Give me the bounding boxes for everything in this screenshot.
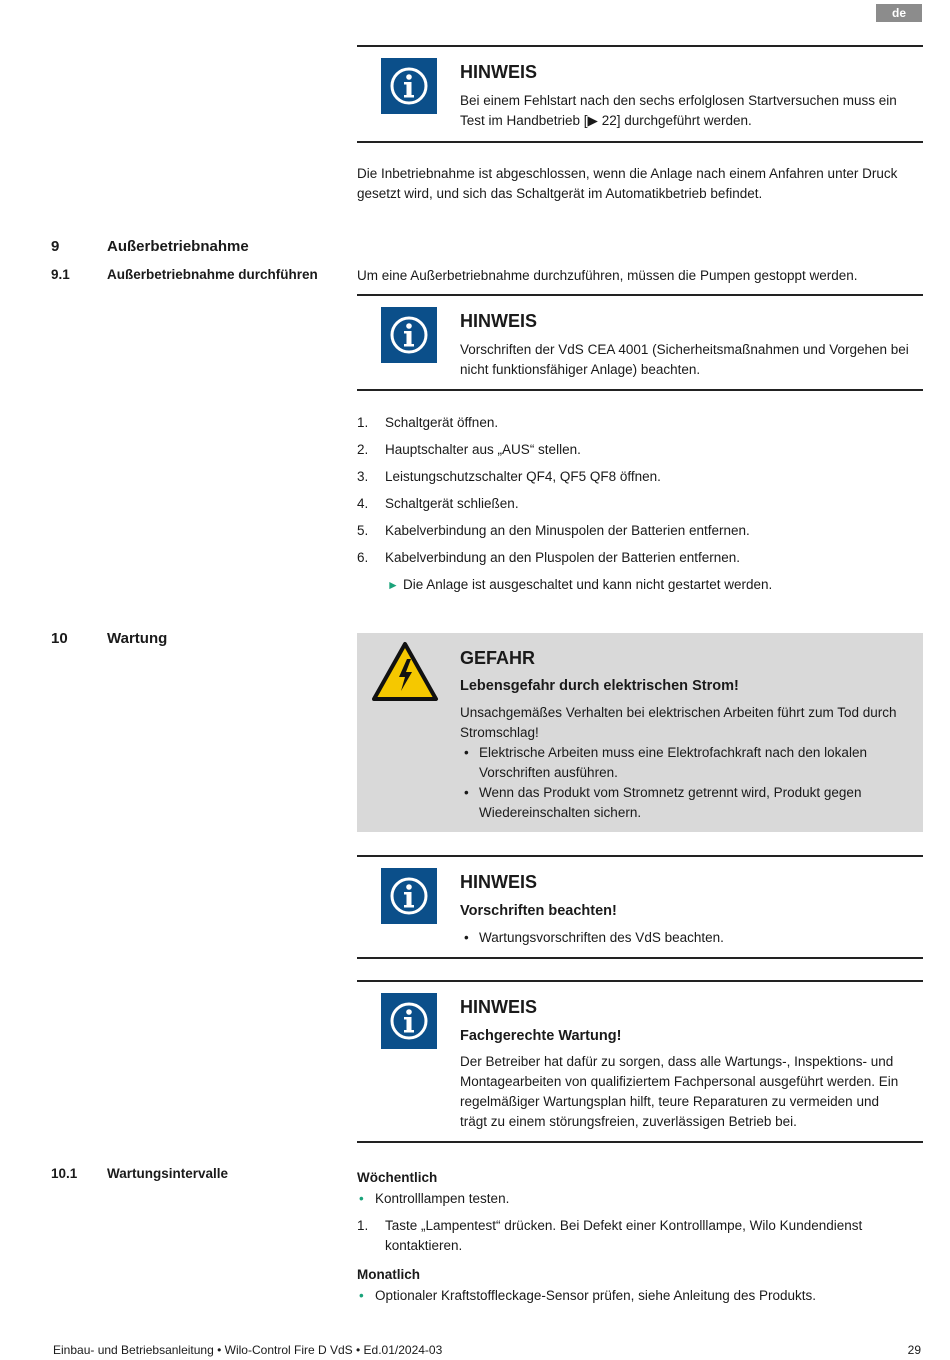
list-item [460, 783, 913, 823]
step-text: Hauptschalter aus „AUS“ stellen. [385, 442, 581, 457]
bullet-text: Optionaler Kraftstoffleckage-Sensor prüfen, siehe Anleitung des Produkts. [375, 1288, 817, 1303]
bullet-icon: • [464, 785, 469, 800]
list-item [357, 1216, 923, 1256]
notice-subtitle: Vorschriften beachten! [460, 903, 617, 919]
list-item [357, 1189, 923, 1209]
notice-text: Der Betreiber hat dafür zu sorgen, dass alle Wartungs-, Inspektions- und Montagearbeiten von qualifiziertem Fachpersonal ausgeführt werden. Ein regelmäßiger Wartungsplan hilft, teure Reparaturen zu vermeiden und trägt zu einem störungsfreien, zuverlässigen Betrieb bei. [460, 1054, 899, 1129]
section-9-number: 9 [51, 238, 60, 255]
list-item [357, 1286, 923, 1306]
step-text: Kabelverbindung an den Pluspolen der Batterien entfernen. [385, 550, 741, 565]
footer-text: Einbau- und Betriebsanleitung • Wilo-Control Fire D VdS • Ed.01/2024-03 [53, 1343, 443, 1357]
language-tab: de [876, 4, 922, 22]
section-10-number: 10 [51, 630, 68, 647]
info-icon [381, 58, 437, 114]
list-item [357, 548, 923, 568]
notice-title: HINWEIS [460, 872, 538, 892]
bullet-icon: • [464, 745, 469, 760]
result-item [357, 575, 923, 595]
step-number: 6. [357, 550, 369, 565]
step-number: 3. [357, 469, 369, 484]
danger-title: GEFAHR [460, 648, 536, 668]
list-item [460, 743, 913, 783]
step-number: 1. [357, 415, 369, 430]
weekly-heading: Wöchentlich [357, 1170, 438, 1185]
bullet-text: Wenn das Produkt vom Stromnetz getrennt wird, Produkt gegen Wiedereinschalten sichern. [479, 785, 862, 820]
list-item [357, 413, 923, 433]
notice-box [357, 855, 923, 959]
notice-text: Vorschriften der VdS CEA 4001 (Sicherheitsmaßnahmen und Vorgehen bei nicht funktionsfähiger Anlage) beachten. [460, 342, 909, 377]
notice-box [357, 294, 923, 391]
danger-text: Unsachgemäßes Verhalten bei elektrischen Arbeiten führt zum Tod durch Stromschlag! [460, 705, 897, 740]
notice-text: Bei einem Fehlstart nach den sechs erfolglosen Startversuchen muss ein Test im Handbetrieb [▶ 22] durchgeführt werden. [460, 93, 897, 128]
danger-subtitle: Lebensgefahr durch elektrischen Strom! [460, 678, 739, 694]
list-item [460, 928, 913, 948]
bullet-text: Wartungsvorschriften des VdS beachten. [479, 930, 724, 945]
notice-title: HINWEIS [460, 62, 538, 82]
step-text: Kabelverbindung an den Minuspolen der Batterien entfernen. [385, 523, 750, 538]
electric-warning-icon [371, 641, 439, 703]
monthly-heading: Monatlich [357, 1267, 420, 1282]
notice-box [357, 980, 923, 1143]
section-9-1-number: 9.1 [51, 267, 70, 282]
notice-title: HINWEIS [460, 997, 538, 1017]
bullet-icon: • [464, 930, 469, 945]
section-10-1-number: 10.1 [51, 1166, 78, 1181]
list-item [357, 440, 923, 460]
page-number: 29 [907, 1343, 921, 1357]
list-item [357, 494, 923, 514]
step-number: 4. [357, 496, 369, 511]
step-text: Leistungschutzschalter QF4, QF5 QF8 öffnen. [385, 469, 661, 484]
list-item [357, 467, 923, 487]
notice-box [357, 45, 923, 143]
bullet-text: Elektrische Arbeiten muss eine Elektrofachkraft nach den lokalen Vorschriften ausführen. [479, 745, 867, 780]
notice-title: HINWEIS [460, 311, 538, 331]
list-item [357, 521, 923, 541]
section-10-1-title: Wartungsintervalle [107, 1166, 229, 1181]
step-number: 2. [357, 442, 369, 457]
section-9-title: Außerbetriebnahme [107, 238, 249, 255]
info-icon [381, 868, 437, 924]
info-icon [381, 993, 437, 1049]
step-text: Schaltgerät öffnen. [385, 415, 499, 430]
bullet-icon: • [359, 1288, 364, 1303]
step-text: Schaltgerät schließen. [385, 496, 519, 511]
step-text: Taste „Lampentest“ drücken. Bei Defekt einer Kontrolllampe, Wilo Kundendienst kontaktieren. [385, 1218, 863, 1253]
info-icon [381, 307, 437, 363]
notice-subtitle: Fachgerechte Wartung! [460, 1028, 622, 1044]
section-10-title: Wartung [107, 630, 168, 647]
step-number: 5. [357, 523, 369, 538]
result-text: Die Anlage ist ausgeschaltet und kann nicht gestartet werden. [403, 577, 773, 592]
section-9-1-title: Außerbetriebnahme durchführen [107, 267, 318, 282]
bullet-icon: • [359, 1191, 364, 1206]
intro-paragraph: Die Inbetriebnahme ist abgeschlossen, wenn die Anlage nach einem Anfahren unter Druck gesetzt wird, und sich das Schaltgerät im Automatikbetrieb befindet. [357, 166, 898, 201]
result-arrow-icon: ► [387, 578, 399, 592]
danger-box [357, 633, 923, 832]
bullet-text: Kontrolllampen testen. [375, 1191, 510, 1206]
section-9-intro: Um eine Außerbetriebnahme durchzuführen, müssen die Pumpen gestoppt werden. [357, 268, 858, 283]
step-number: 1. [357, 1218, 369, 1233]
